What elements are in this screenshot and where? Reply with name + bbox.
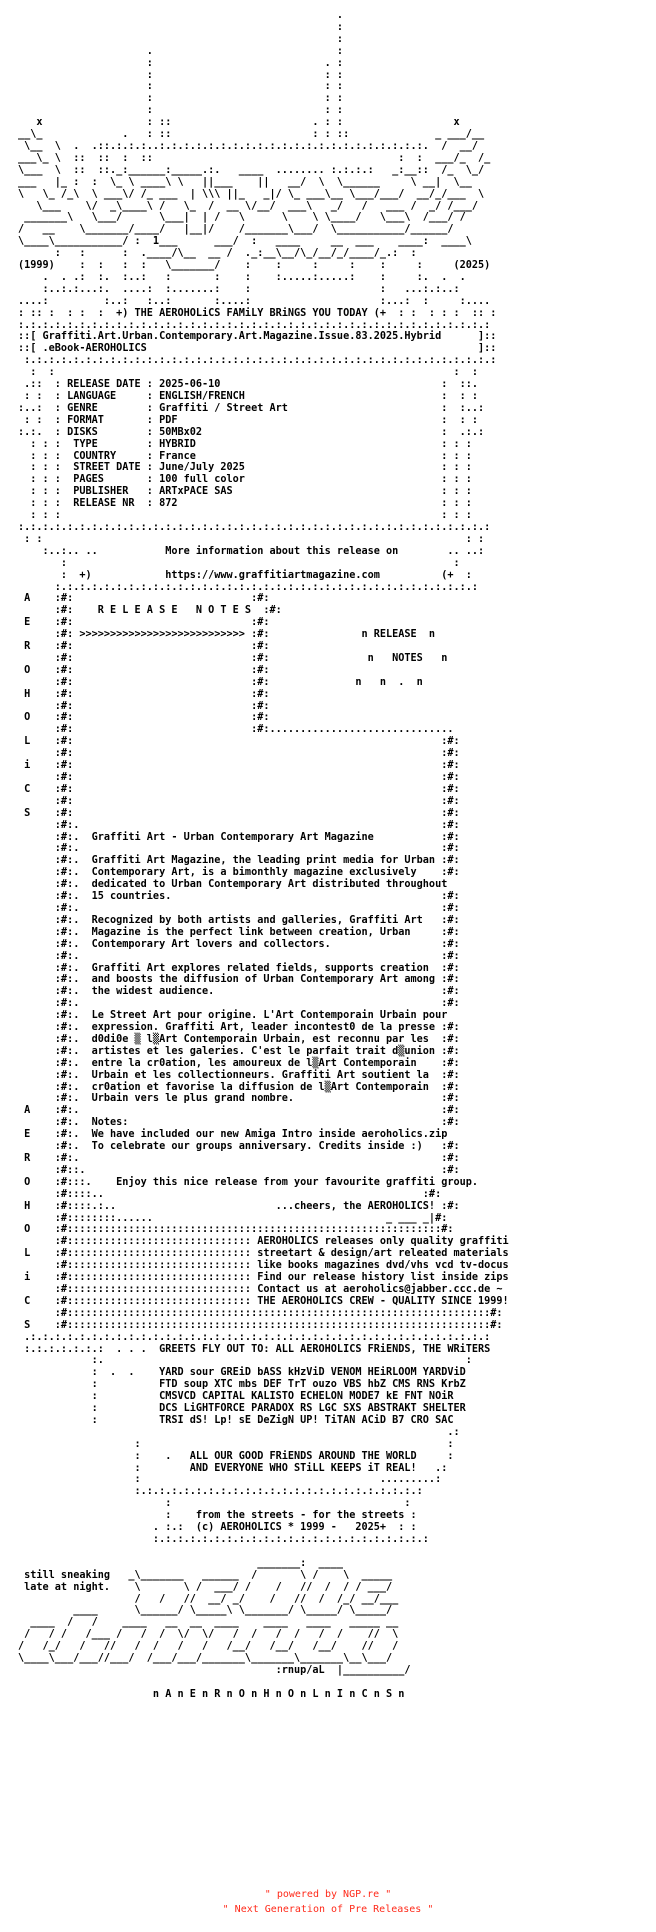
footer-tagline: " Next Generation of Pre Releases " [222, 1904, 434, 1915]
footer-powered-by: " powered by NGP.re " [264, 1889, 392, 1900]
nfo-art: . : : . : : . : : : : : : : : : : : : : x : :: . : : x __\_ . : :: : : :: _ ___/__ \__ \ . .::.:.:.:..:.:.:.:.:.:.:.:.:.:.:.:.:.:.:.:.:.:.:.:.:.:. / __/ ___\_ \ :: :: : :: : : ___/_ /_ \___ \ :: ::._:______:_____.:. ____ ........ :.:.:.: _:__:: /_ \_/ ___ |_ : : \_ \ ____\ \ ||___ || __/ \ \______ \ __| \__ \ \_ /_\ \ ___\/ /_ ___ | \\\ ||_ _|/ \_ ___\__ \___/___/ __/_/___ \ \___ \/ _\____\ / \_ / __ \/__/ ___\ _/ / ___ / _/ /___/ _______\ \___/ \___| | / \ \ \ \____/ \___\ /___/ / / __ \_______/____/ |__|/ /_______\___/ \___________/______/ \____\___________/ : 1___ ___/ : ____ __ ___ ____: ____\ : : : .____/\__ __ / ._:__\__/\_/__/_/____/_.: : (1999) : : : : \_______/ : : : : : : (2025) . . .: :. :..: : : : :.....:.....: : :. . . :..:.:...:. ....: :.......: : : ...:.:..: ....: :..: :..: :....: :...: : :.... : :: : : : : +) THE AEROHOLiCS FAMiLY BRiNGS YOU TODAY (+ : : : : : :: : :.:.:.:.:.:.:.:.:.:.:.:.:.:.:.:.:.:.:.:.:.:.:.:.:.:.:.:.:.:.:.:.:.:.:.:.:.:.: ::[ Graffiti.Art.Urban.Contemporary.Art.Magazine.Issue.83.2025.Hybrid ]:: ::[ .eBook-AEROHOLICS ]:: :.:.:.:.:.:.:.:.:.:.:.:.:.:.:.:.:.:.:.:.:.:.:.:.:.:.:.:.:.:.:.:.:.:.:.:.:.:.: : : : : .:: : RELEASE DATE : 2025-06-10 : ::. : : : LANGUAGE : ENGLISH/FRENCH : : : :..: : GENRE : Graffiti / Street Art : :..: : : : FORMAT : PDF : : : :.:. : DISKS : 50MBx02 : .:.: : : : TYPE : HYBRID : : : : : : COUNTRY : France : : : : : : STREET DATE : June/July 2025 : : : : : : PAGES : 100 full color : : : : : : PUBLISHER : ARTxPACE SAS : : : : : : RELEASE NR : 872 : : : : : : : : : :.:.:.:.:.:.:.:.:.:.:.:.:.:.:.:.:.:.:.:.:.:.:.:.:.:.:.:.:.:.:.:.:.:.:.:.:.:.: : : : : :..:.. .. More information about this release on .. ..: : : : +) https://www.graffitiartmagazine.com (+ : :.:.:.:.:.:.:.:.:.:.:.:.:.:.:.:.:.:.:.:.:.:.:.:.:.:.:.:.:.:.:.:.:.:.: A :#: :#: :#: R E L E A S E N O T E S :#: E :#: :#: :#: >>>>>>>>>>>>>>>>>>>>>>>>>>> :#: n RELEASE n R :#: :#: :#: :#: n NOTES n O :#: :#: :#: :#: n n . n H :#: :#: :#: :#: O :#: :#: :#: :#:.............................. L :#: :#: :#: :#: i :#: :#: :#: :#: C :#: :#: :#: :#: S :#: :#: :#:. :#: :#:. Graffiti Art - Urban Contemporary Art Magazine :#: :#:. :#: :#:. Graffiti Art Magazine, the leading print media for Urban :#: :#:. Contemporary Art, is a bimonthly magazine exclusively :#: :#:. dedicated to Urban Contemporary Art distributed throughout :#:. 15 countries. :#: :#:. :#: :#:. Recognized by both artists and galleries, Graffiti Art :#: :#:. Magazine is the perfect link between creation, Urban :#: :#:. Contemporary Art lovers and collectors. :#: :#:. :#: :#:. Graffiti Art explores related fields, supports creation :#: :#:. and boosts the diffusion of Urban Contemporary Art among :#: :#:. the widest audience. :#: :#:. :#: :#:. Le Street Art pour origine. L'Art Contemporain Urbain pour :#:. expression. Graffiti Art, leader incontest0 de la presse :#: :#:. d0di0e ▒ l▒Art Contemporain Urbain, est reconnu par les :#: :#:. artistes et les galeries. C'est le parfait trait d▒union :#: :#:. entre la cr0ation, les amoureux de l▒Art Contemporain :#: :#:. Urbain et les collectionneurs. Graffiti Art soutient la :#: :#:. cr0ation et favorise la diffusion de l▒Art Contemporain :#: :#:. Urbain vers le plus grand nombre. :#: A :#:. :#: :#:. Notes: :#: E :#:. We have included our new Amiga Intro inside aeroholics.zip :#:. To celebrate our groups anniversary. Credits inside :) :#: R :#:. :#: :#::. :#: O :#:::. Enjoy this nice release from your favourite graffiti group. :#::::.. :#: H :#::::.:.. ...cheers, the AEROHOLICS! :#: :#::::::::...... _ ___ _|#: O :#:::::::::::::::::::::::::::::::::::::::::::::::::::::::::::::#: :#:::::::::::::::::::::::::::::: AEROHOLICS releases only quality graffiti L :#:::::::::::::::::::::::::::::: streetart & design/art releated materials :#:::::::::::::::::::::::::::::: like books magazines dvd/vhs vcd tv-docus i :#:::::::::::::::::::::::::::::: Find our release history list inside zips :#:::::::::::::::::::::::::::::: Contact us at aeroholics@jabber.ccc.de ~ C :#:::::::::::::::::::::::::::::: THE AEROHOLICS CREW - QUALITY SINCE 1999! :#:::::::::::::::::::::::::::::::::::::::::::::::::::::::::::::::::::::#: S :#:::::::::::::::::::::::::::::::::::::::::::::::::::::::::::::::::::::#: .:.:.:.:.:.:.:.:.:.:.:.:.:.:.:.:.:.:.:.:.:.:.:.:.:.:.:.:.:.:.:.:.:.:.:.:.:.: :.:.:.:.:.:.: . . . GREETS FLY OUT TO: ALL AEROHOLICS FRiENDS, THE WRiTERS :. : : . . YARD sour GREiD bASS kHzViD VENOM HEiRLOOM YARDViD : FTD soup XTC mbs DEF TrT ouzo VBS hbZ CMS RNS KrbZ : CMSVCD CAPITAL KALISTO ECHELON MODE7 kE FNT NOiR : DCS LiGHTFORCE PARADOX RS LGC SXS ABSTRAKT SHELTER : TRSI dS! Lp! sE DeZigN UP! TiTAN ACiD B7 CRO SAC .: : : : . ALL OUR GOOD FRiENDS AROUND THE WORLD : : AND EVERYONE WHO STiLL KEEPS iT REAL! .: : .........: :.:.:.:.:.:.:.:.:.:.:.:.:.:.:.:.:.:.:.:.:.:.:.: : : : from the streets - for the streets : . :.: (c) AEROHOLICS * 1999 - 2025+ : : :.:.:.:.:.:.:.:.:.:.:.:.:.:.:.:.:.:.:.:.:.:.: _______: ____ still sneaking _\_______ ______ / \ / \ _____ late at night. \ \ / ___/ / / // / / / ___/ / / // __/ _/ / // / /_/ __/___ ____ \______/ \_____\ \_______/ \_____/ \_____/ ____ / / ____ __ __ ____ ____ ____ _____ __ / / / /___ / / / \/ \/ / / / / / / // \ / /_/ / // / / / / /__/ /__/ /__/ // / \____\___/___//___/ /___/___/_______\_______\_______\__\___/ :rnup/aL |__________/ n A n E n R n O n H n O n L n I n C n S n [18, 10, 509, 1700]
